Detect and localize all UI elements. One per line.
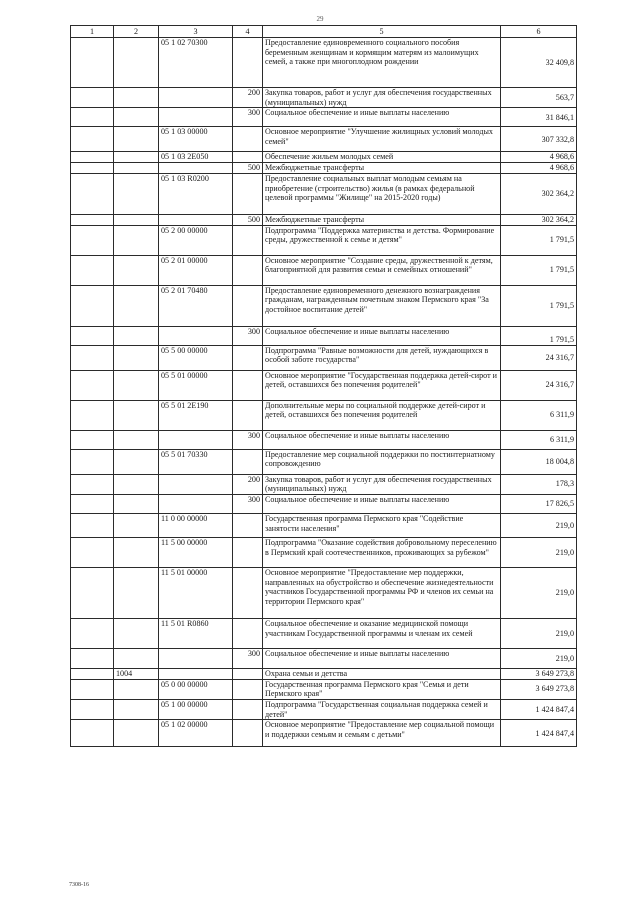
cell-c3	[159, 668, 233, 679]
cell-c5: Предоставление мер социальной поддержки по постинтернатному сопровождению	[263, 449, 501, 474]
cell-c6: 4 968,6	[501, 152, 577, 163]
cell-c2	[114, 370, 159, 400]
cell-c2	[114, 400, 159, 430]
cell-c6: 17 826,5	[501, 494, 577, 513]
cell-c2	[114, 648, 159, 668]
page-number: 29	[316, 15, 324, 23]
table-row	[71, 127, 577, 152]
header-cell-1: 1	[71, 26, 114, 38]
cell-c1	[71, 214, 114, 225]
cell-c4	[233, 345, 263, 370]
cell-c5: Охрана семьи и детства	[263, 668, 501, 679]
cell-c4	[233, 285, 263, 326]
cell-c4	[233, 400, 263, 430]
cell-c1	[71, 720, 114, 747]
cell-c5: Социальное обеспечение и иные выплаты населению	[263, 494, 501, 513]
cell-c5: Государственная программа Пермского края "Содействие занятости населения"	[263, 513, 501, 537]
cell-c4	[233, 152, 263, 163]
table-row	[71, 285, 577, 326]
cell-c4: 300	[233, 326, 263, 345]
cell-c2	[114, 567, 159, 618]
cell-c3: 05 5 01 2Е190	[159, 400, 233, 430]
cell-c1	[71, 494, 114, 513]
table-row	[71, 88, 577, 108]
header-cell-3: 3	[159, 26, 233, 38]
cell-c5: Социальное обеспечение и иные выплаты населению	[263, 326, 501, 345]
cell-c3: 05 2 01 70480	[159, 285, 233, 326]
cell-c5: Социальное обеспечение и иные выплаты населению	[263, 430, 501, 449]
cell-c5: Основное мероприятие "Государственная поддержка детей-сирот и детей, оставшихся без попечения родителей"	[263, 370, 501, 400]
cell-c6: 6 311,9	[501, 400, 577, 430]
cell-c6: 31 846,1	[501, 108, 577, 127]
table-row	[71, 345, 577, 370]
cell-c3: 05 1 02 70300	[159, 38, 233, 88]
cell-c1	[71, 163, 114, 174]
cell-c2	[114, 173, 159, 214]
cell-c2	[114, 537, 159, 567]
cell-c3: 05 1 03 00000	[159, 127, 233, 152]
cell-c3: 05 5 00 00000	[159, 345, 233, 370]
cell-c6: 1 791,5	[501, 255, 577, 285]
cell-c4	[233, 449, 263, 474]
cell-c1	[71, 474, 114, 494]
cell-c5: Социальное обеспечение и иные выплаты населению	[263, 648, 501, 668]
cell-c2	[114, 474, 159, 494]
cell-c5: Подпрограмма "Равные возможности для детей, нуждающихся в особой заботе государства"	[263, 345, 501, 370]
cell-c5: Закупка товаров, работ и услуг для обеспечения государственных (муниципальных) нужд	[263, 474, 501, 494]
cell-c5: Основное мероприятие "Предоставление мер социальной помощи и поддержки семьям и семьям с детьми"	[263, 720, 501, 747]
cell-c1	[71, 255, 114, 285]
header-row	[71, 26, 577, 38]
cell-c4	[233, 173, 263, 214]
cell-c5: Подпрограмма "Государственная социальная поддержка семей и детей"	[263, 700, 501, 720]
cell-c6: 6 311,9	[501, 430, 577, 449]
cell-c1	[71, 449, 114, 474]
table-row	[71, 108, 577, 127]
cell-c1	[71, 108, 114, 127]
cell-c4	[233, 513, 263, 537]
table-row	[71, 400, 577, 430]
table-row	[71, 255, 577, 285]
cell-c6: 4 968,6	[501, 163, 577, 174]
cell-c1	[71, 567, 114, 618]
cell-c3: 11 5 00 00000	[159, 537, 233, 567]
cell-c1	[71, 88, 114, 108]
cell-c3: 05 2 01 00000	[159, 255, 233, 285]
cell-c1	[71, 345, 114, 370]
cell-c2	[114, 494, 159, 513]
cell-c1	[71, 152, 114, 163]
cell-c4	[233, 225, 263, 255]
cell-c2	[114, 214, 159, 225]
cell-c3	[159, 648, 233, 668]
cell-c1	[71, 430, 114, 449]
cell-c3: 05 2 00 00000	[159, 225, 233, 255]
table-row	[71, 668, 577, 679]
cell-c2	[114, 38, 159, 88]
table-row	[71, 214, 577, 225]
cell-c6: 24 316,7	[501, 345, 577, 370]
header-cell-4: 4	[233, 26, 263, 38]
cell-c2	[114, 720, 159, 747]
cell-c4	[233, 38, 263, 88]
cell-c1	[71, 38, 114, 88]
cell-c1	[71, 679, 114, 699]
table-row	[71, 38, 577, 88]
cell-c2	[114, 449, 159, 474]
cell-c4: 300	[233, 430, 263, 449]
cell-c2	[114, 700, 159, 720]
cell-c1	[71, 225, 114, 255]
cell-c6: 1 791,5	[501, 225, 577, 255]
cell-c6: 219,0	[501, 648, 577, 668]
cell-c1	[71, 173, 114, 214]
table-row	[71, 163, 577, 174]
cell-c5: Социальное обеспечение и иные выплаты населению	[263, 108, 501, 127]
header-cell-6: 6	[501, 26, 577, 38]
cell-c4: 200	[233, 88, 263, 108]
table-row	[71, 537, 577, 567]
table-row	[71, 494, 577, 513]
table-row	[71, 618, 577, 648]
cell-c5: Предоставление единовременного денежного вознаграждения гражданам, награжденным почетным знаком Пермского края "За достойное воспитание детей"	[263, 285, 501, 326]
cell-c3	[159, 108, 233, 127]
cell-c4: 300	[233, 494, 263, 513]
cell-c2	[114, 618, 159, 648]
cell-c2	[114, 127, 159, 152]
cell-c4	[233, 370, 263, 400]
cell-c5: Подпрограмма "Поддержка материнства и детства. Формирование среды, дружественной к семье и детям"	[263, 225, 501, 255]
table-row	[71, 370, 577, 400]
cell-c6: 3 649 273,8	[501, 679, 577, 699]
cell-c5: Предоставление единовременного социального пособия беременным женщинам и кормящим матерям из малоимущих семей, а также при многоплодном рождении	[263, 38, 501, 88]
header-cell-2: 2	[114, 26, 159, 38]
cell-c2	[114, 152, 159, 163]
table-row	[71, 225, 577, 255]
cell-c3	[159, 163, 233, 174]
cell-c5: Социальное обеспечение и оказание медицинской помощи участникам Государственной программы и членам их семей	[263, 618, 501, 648]
cell-c6: 302 364,2	[501, 214, 577, 225]
cell-c1	[71, 648, 114, 668]
cell-c5: Закупка товаров, работ и услуг для обеспечения государственных (муниципальных) нужд	[263, 88, 501, 108]
table-row	[71, 720, 577, 747]
cell-c1	[71, 127, 114, 152]
cell-c3: 05 5 01 70330	[159, 449, 233, 474]
cell-c5: Основное мероприятие "Предоставление мер поддержки, направленных на обустройство и обеспечение жизнедеятельности участников Государственной программы РФ и членов их семьи на территории Пермского края"	[263, 567, 501, 618]
cell-c2	[114, 108, 159, 127]
cell-c1	[71, 285, 114, 326]
table-row	[71, 326, 577, 345]
cell-c4: 300	[233, 648, 263, 668]
cell-c3: 05 1 02 00000	[159, 720, 233, 747]
cell-c2	[114, 88, 159, 108]
cell-c5: Межбюджетные трансферты	[263, 163, 501, 174]
cell-c6: 1 791,5	[501, 326, 577, 345]
table-row	[71, 700, 577, 720]
cell-c5: Основное мероприятие "Улучшение жилищных условий молодых семей"	[263, 127, 501, 152]
cell-c3	[159, 494, 233, 513]
cell-c5: Подпрограмма "Оказание содействия добровольному переселению в Пермский край соотечественников, проживающих за рубежом"	[263, 537, 501, 567]
cell-c2	[114, 255, 159, 285]
cell-c4	[233, 679, 263, 699]
cell-c2	[114, 163, 159, 174]
cell-c4	[233, 668, 263, 679]
table-row	[71, 648, 577, 668]
cell-c5: Дополнительные меры по социальной поддержке детей-сирот и детей, оставшихся без попечения родителей	[263, 400, 501, 430]
cell-c1	[71, 370, 114, 400]
cell-c4	[233, 700, 263, 720]
table-row	[71, 430, 577, 449]
cell-c3: 11 0 00 00000	[159, 513, 233, 537]
cell-c3: 11 5 01 00000	[159, 567, 233, 618]
cell-c3: 05 5 01 00000	[159, 370, 233, 400]
cell-c6: 1 791,5	[501, 285, 577, 326]
cell-c6: 32 409,8	[501, 38, 577, 88]
cell-c1	[71, 700, 114, 720]
cell-c2	[114, 285, 159, 326]
cell-c5: Обеспечение жильем молодых семей	[263, 152, 501, 163]
cell-c5: Межбюджетные трансферты	[263, 214, 501, 225]
cell-c3	[159, 88, 233, 108]
cell-c4: 500	[233, 214, 263, 225]
cell-c6: 18 004,8	[501, 449, 577, 474]
cell-c6: 1 424 847,4	[501, 700, 577, 720]
cell-c3	[159, 474, 233, 494]
cell-c1	[71, 618, 114, 648]
cell-c4: 500	[233, 163, 263, 174]
cell-c1	[71, 400, 114, 430]
cell-c1	[71, 537, 114, 567]
document-code: 7308-16	[69, 882, 89, 888]
table-row	[71, 567, 577, 618]
cell-c3	[159, 430, 233, 449]
table-row	[71, 513, 577, 537]
cell-c4	[233, 720, 263, 747]
cell-c3: 05 0 00 00000	[159, 679, 233, 699]
cell-c2	[114, 225, 159, 255]
cell-c6: 219,0	[501, 537, 577, 567]
budget-table	[70, 25, 577, 747]
cell-c4	[233, 567, 263, 618]
cell-c6: 1 424 847,4	[501, 720, 577, 747]
cell-c4: 300	[233, 108, 263, 127]
cell-c4	[233, 255, 263, 285]
cell-c2: 1004	[114, 668, 159, 679]
cell-c2	[114, 430, 159, 449]
cell-c6: 219,0	[501, 618, 577, 648]
cell-c3: 05 1 03 2Е050	[159, 152, 233, 163]
cell-c3: 11 5 01 R0860	[159, 618, 233, 648]
table-row	[71, 679, 577, 699]
cell-c6: 563,7	[501, 88, 577, 108]
cell-c2	[114, 679, 159, 699]
cell-c5: Предоставление социальных выплат молодым семьям на приобретение (строительство) жилья (в рамках федеральной целевой программы "Жилище" на 2015-2020 годы)	[263, 173, 501, 214]
cell-c2	[114, 326, 159, 345]
cell-c1	[71, 668, 114, 679]
cell-c3: 05 1 00 00000	[159, 700, 233, 720]
cell-c6: 307 332,8	[501, 127, 577, 152]
cell-c6: 302 364,2	[501, 173, 577, 214]
cell-c2	[114, 345, 159, 370]
header-cell-5: 5	[263, 26, 501, 38]
cell-c4	[233, 618, 263, 648]
cell-c3: 05 1 03 R0200	[159, 173, 233, 214]
cell-c6: 24 316,7	[501, 370, 577, 400]
cell-c1	[71, 326, 114, 345]
table-row	[71, 474, 577, 494]
cell-c5: Основное мероприятие "Создание среды, дружественной к детям, благоприятной для развития семьи и семейных отношений"	[263, 255, 501, 285]
cell-c1	[71, 513, 114, 537]
cell-c6: 3 649 273,8	[501, 668, 577, 679]
table-row	[71, 449, 577, 474]
table-row	[71, 152, 577, 163]
cell-c3	[159, 326, 233, 345]
cell-c4: 200	[233, 474, 263, 494]
cell-c5: Государственная программа Пермского края "Семья и дети Пермского края"	[263, 679, 501, 699]
cell-c4	[233, 127, 263, 152]
cell-c4	[233, 537, 263, 567]
cell-c3	[159, 214, 233, 225]
table-row	[71, 173, 577, 214]
cell-c6: 219,0	[501, 567, 577, 618]
cell-c2	[114, 513, 159, 537]
cell-c6: 178,3	[501, 474, 577, 494]
cell-c6: 219,0	[501, 513, 577, 537]
